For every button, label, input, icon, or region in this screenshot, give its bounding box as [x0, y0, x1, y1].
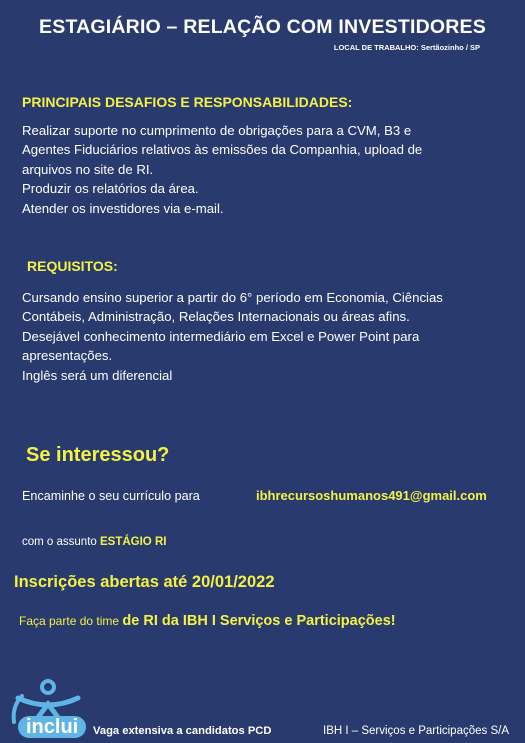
challenges-heading: PRINCIPAIS DESAFIOS E RESPONSABILIDADES:	[22, 94, 353, 110]
cta-heading: Se interessou?	[26, 444, 170, 466]
requirements-heading: REQUISITOS:	[27, 258, 118, 274]
send-resume-text: Encaminhe o seu currículo para	[22, 489, 200, 503]
subject-prefix: com o assunto	[22, 536, 97, 548]
text-line: Contábeis, Administração, Relações Internacionais ou áreas afins.	[22, 309, 410, 325]
logo-text: inclui	[18, 716, 86, 738]
subject-line	[22, 536, 166, 548]
requirements-text	[22, 288, 443, 385]
company-name: IBH I – Serviços e Participações S/A	[323, 725, 509, 737]
deadline: Inscrições abertas até 20/01/2022	[14, 573, 275, 591]
challenges-text	[22, 121, 422, 218]
text-line: arquivos no site de RI.	[22, 161, 154, 177]
inclui-logo	[8, 676, 90, 743]
text-line: Atender os investidores via e-mail.	[22, 200, 224, 216]
pcd-note: Vaga extensiva a candidatos PCD	[93, 725, 272, 737]
contact-email[interactable]: ibhrecursoshumanos491@gmail.com	[256, 488, 487, 503]
text-line: Agentes Fiduciários relativos às emissões da Companhia, upload de	[22, 142, 423, 158]
join-strong: de RI da IBH I Serviços e Participações!	[122, 613, 396, 629]
subject-value: ESTÁGIO RI	[100, 536, 167, 548]
join-team	[19, 613, 396, 629]
join-prefix: Faça parte do time	[19, 614, 120, 628]
text-line: Realizar suporte no cumprimento de obrigações para a CVM, B3 e	[22, 123, 412, 138]
text-line: Cursando ensino superior a partir do 6° período em Economia, Ciências	[22, 290, 443, 305]
work-location: LOCAL DE TRABALHO: Sertãozinho / SP	[333, 43, 480, 52]
text-line: Inglês será um diferencial	[22, 367, 173, 383]
text-line: apresentações.	[22, 348, 113, 364]
text-line: Produzir os relatórios da área.	[22, 181, 199, 197]
text-line: Desejável conhecimento intermediário em Excel e Power Point para	[22, 328, 420, 344]
job-title: ESTAGIÁRIO – RELAÇÃO COM INVESTIDORES	[39, 16, 486, 38]
